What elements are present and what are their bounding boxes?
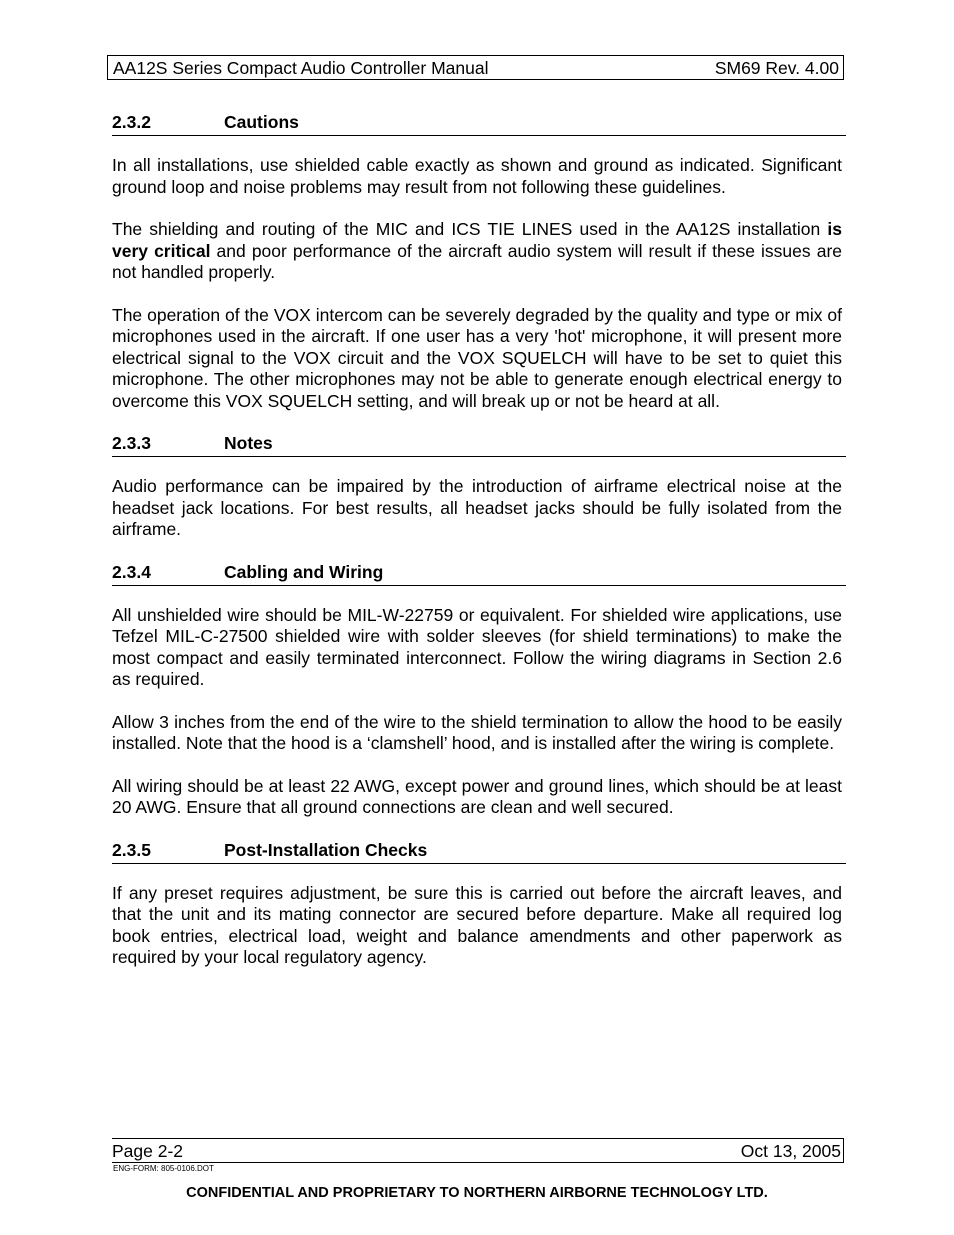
section-number: 2.3.2 [112,112,151,132]
section-number: 2.3.3 [112,433,151,453]
confidential-notice: CONFIDENTIAL AND PROPRIETARY TO NORTHERN AIRBORNE TECHNOLOGY LTD. [186,1185,768,1201]
section-title: Cabling and Wiring [224,561,384,582]
page-header [107,55,844,80]
paragraph: Audio performance can be impaired by the introduction of airframe electrical noise at the headset jack locations. For best results, all headset jacks should be fully isolated from the airframe. [112,476,842,539]
paragraph: All wiring should be at least 22 AWG, except power and ground lines, which should be at least 20 AWG. Ensure that all ground connections are clean and well secured. [112,775,842,817]
section-title: Cautions [224,112,299,132]
form-code: ENG-FORM: 805-0106.DOT [113,1164,214,1173]
paragraph: If any preset requires adjustment, be sure this is carried out before the aircraft leaves, and that the unit and its mating connector are secured before departure. Make all required log book entries, electrical load, weight and balance amendments and other paperwork as required by your local regulatory agency. [112,882,842,967]
section-number: 2.3.4 [112,561,151,582]
page-footer [112,1138,844,1163]
paragraph: Allow 3 inches from the end of the wire to the shield termination to allow the hood to be easily installed. Note that the hood is a ‘clamshell’ hood, and is installed after the wiring is complete. [112,711,842,753]
paragraph: All unshielded wire should be MIL-W-22759 or equivalent. For shielded wire applications, use Tefzel MIL-C-27500 shielded wire with solder sleeves (for shield terminations) to make the most compact and easily terminated interconnect. Follow the wiring diagrams in Section 2.6 as required. [112,604,842,689]
document-body [112,112,844,990]
emphasis-text: is very critical [112,219,842,261]
paragraph: In all installations, use shielded cable exactly as shown and ground as indicated. Significant ground loop and noise problems may result from not following these guidelines. [112,155,842,197]
paragraph-text: The shielding and routing of the MIC and ICS TIE LINES used in the AA12S installation [112,219,828,239]
manual-title: AA12S Series Compact Audio Controller Manual [113,58,489,78]
section-title: Notes [224,433,273,453]
section-heading-cabling-and-wiring [112,562,846,586]
section-heading-cautions [112,112,846,136]
paragraph [112,219,842,284]
document-revision: SM69 Rev. 4.00 [714,58,839,78]
section-heading-post-installation-checks [112,840,846,864]
document-date: Oct 13, 2005 [740,1141,841,1161]
page-number: Page 2-2 [112,1141,184,1161]
section-number: 2.3.5 [112,839,151,860]
paragraph: The operation of the VOX intercom can be severely degraded by the quality and type or mix of microphones used in the aircraft. If one user has a very 'hot' microphone, it will present more electrical signal to the VOX circuit and the VOX SQUELCH will have to be set to quiet this microphone. The other microphones may not be able to generate enough electrical energy to overcome this VOX SQUELCH setting, and will break up or not be heard at all. [112,304,842,411]
paragraph-text: and poor performance of the aircraft audio system will result if these issues are not handled properly. [112,240,843,282]
section-title: Post-Installation Checks [224,839,428,860]
section-heading-notes [112,433,846,457]
